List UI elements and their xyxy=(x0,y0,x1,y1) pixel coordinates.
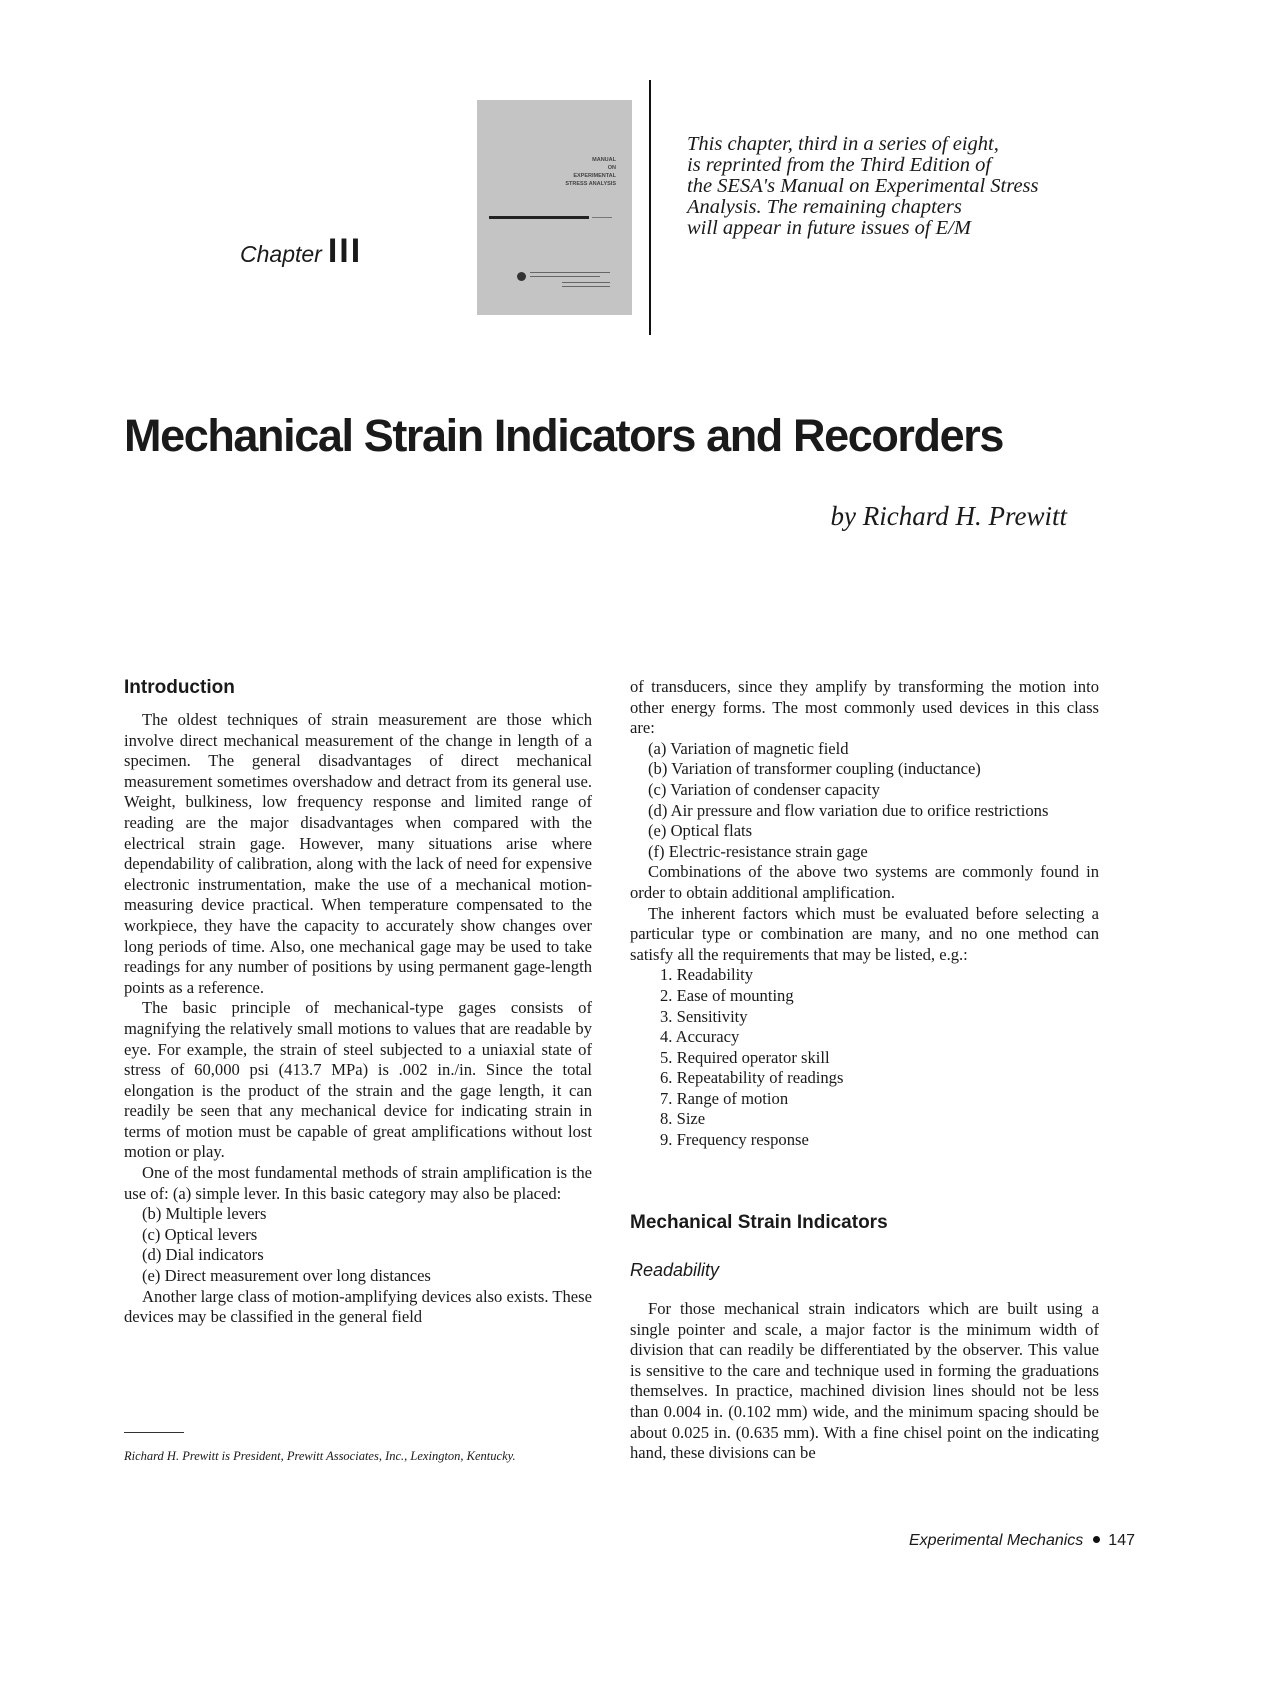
list-item: 6. Repeatability of readings xyxy=(660,1068,844,1088)
cover-rule-thin xyxy=(592,217,612,218)
list-item: (e) Optical flats xyxy=(648,821,753,841)
author-footnote: Richard H. Prewitt is President, Prewitt Associates, Inc., Lexington, Kentucky. xyxy=(124,1449,516,1463)
byline: by Richard H. Prewitt xyxy=(830,501,1067,531)
paragraph: Combinations of the above two systems are commonly found in order to obtain additional amplification. xyxy=(630,862,1099,902)
list-item: 4. Accuracy xyxy=(660,1027,740,1047)
footnote-rule xyxy=(124,1432,184,1433)
list-item: 8. Size xyxy=(660,1109,706,1129)
paragraph: One of the most fundamental methods of strain amplification is the use of: (a) simple lever. In this basic category may also be placed: xyxy=(124,1163,592,1203)
list-item: 3. Sensitivity xyxy=(660,1006,748,1026)
journal-name: Experimental Mechanics xyxy=(909,1532,1084,1549)
list-item: 9. Frequency response xyxy=(660,1130,809,1150)
header-divider xyxy=(649,80,651,335)
cover-fine-print xyxy=(562,282,610,283)
series-note: This chapter, third in a series of eight, is reprinted from the Third Edition of the SESA's Manual on Experimental Stress Analysis. The remaining chapters will appear in future issues of E/M xyxy=(687,133,1039,239)
chapter-label xyxy=(240,232,362,271)
sesa-logo-icon xyxy=(517,272,526,281)
list-item: (d) Dial indicators xyxy=(142,1245,264,1265)
paragraph: The oldest techniques of strain measurement are those which involve direct mechanical measurement of the change in length of a specimen. The general disadvantages of direct mechanical measurement sometimes overshadow and detract from its general use. Weight, bulkiness, low frequency response and limited range of reading are the major disadvantages when compared with the electrical strain gage. However, many situations arise where dependability of calibration, along with the lack of need for expensive electronic instrumentation, make the use of a mechanical motion-measuring device practical. When temperature compensated to the workpiece, they have the capacity to accurately show changes over long periods of time. Also, one mechanical gage may be used to take readings for any number of positions by using permanent gage-length points as a reference. xyxy=(124,710,592,997)
list-item: 5. Required operator skill xyxy=(660,1047,830,1067)
paragraph: of transducers, since they amplify by transforming the motion into other energy forms. The most commonly used devices in this class are: xyxy=(630,677,1099,738)
cover-rule xyxy=(489,216,589,219)
list-item: 1. Readability xyxy=(660,965,754,985)
right-column-continued xyxy=(630,1299,1099,1464)
list-item: 7. Range of motion xyxy=(660,1088,789,1108)
paragraph: The basic principle of mechanical-type gages consists of magnifying the relatively small motions to values that are readable by eye. For example, the strain of steel subjected to a uniaxial state of stress of 60,000 psi (413.7 MPa) is .002 in./in. Since the total elongation is the product of the strain and the gage length, it can readily be seen that any mechanical device for indicating strain in terms of motion must be capable of great amplifications without lost motion or play. xyxy=(124,998,592,1162)
chapter-word: Chapter xyxy=(240,241,322,267)
article-title: Mechanical Strain Indicators and Recorders xyxy=(124,410,1003,461)
section-heading-introduction: Introduction xyxy=(124,677,235,698)
cover-fine-print xyxy=(530,272,610,273)
cover-fine-print xyxy=(530,276,600,277)
list-item: (d) Air pressure and flow variation due to orifice restrictions xyxy=(648,800,1049,820)
list-item: 2. Ease of mounting xyxy=(660,985,794,1005)
manual-cover-image xyxy=(477,100,632,315)
manual-cover-title: MANUAL ON EXPERIMENTAL STRESS ANALYSIS xyxy=(565,157,616,187)
left-column xyxy=(124,710,592,1328)
right-column xyxy=(630,677,1099,1151)
page-number: 147 xyxy=(1108,1532,1135,1549)
subsection-heading-readability: Readability xyxy=(630,1260,720,1280)
list-item: (e) Direct measurement over long distances xyxy=(142,1266,431,1286)
list-item: (a) Variation of magnetic field xyxy=(648,738,849,758)
list-item: (b) Variation of transformer coupling (inductance) xyxy=(648,759,981,779)
list-item: (b) Multiple levers xyxy=(142,1204,267,1224)
list-item: (f) Electric-resistance strain gage xyxy=(648,841,868,861)
chapter-number: III xyxy=(327,232,363,270)
cover-fine-print xyxy=(562,286,610,287)
running-footer xyxy=(909,1532,1135,1550)
paragraph: For those mechanical strain indicators which are built using a single pointer and scale, a major factor is the minimum width of division that can readily be differentiated by the observer. This value is sensitive to the care and technique used in forming the graduations themselves. In practice, machined division lines should not be less than 0.004 in. (0.102 mm) wide, and the minimum spacing should be about 0.025 in. (0.635 mm). With a fine chisel point on the indicating hand, these divisions can be xyxy=(630,1299,1099,1463)
bullet-icon xyxy=(1093,1536,1100,1543)
paragraph: The inherent factors which must be evaluated before selecting a particular type or combination are many, and no one method can satisfy all the requirements that may be listed, e.g.: xyxy=(630,903,1099,964)
section-heading-mechanical-strain-indicators: Mechanical Strain Indicators xyxy=(630,1212,888,1233)
paragraph: Another large class of motion-amplifying devices also exists. These devices may be classified in the general field xyxy=(124,1286,592,1327)
list-item: (c) Variation of condenser capacity xyxy=(648,779,880,799)
list-item: (c) Optical levers xyxy=(142,1224,258,1244)
